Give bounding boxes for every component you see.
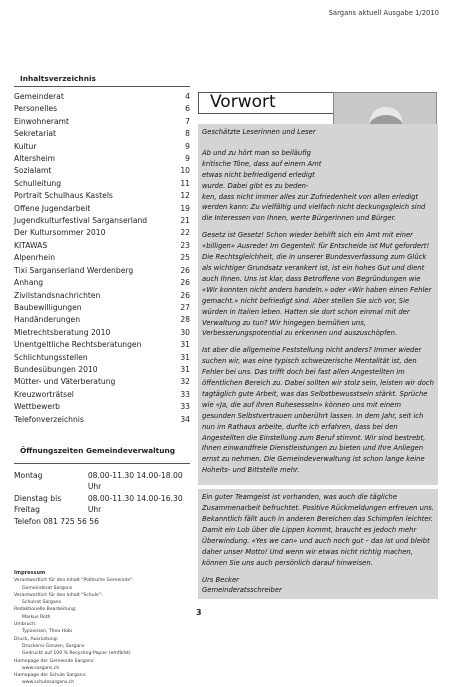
toc-item-page: 31 <box>180 352 190 362</box>
toc-item-page: 9 <box>185 141 190 151</box>
toc-item <box>14 91 190 103</box>
toc-item <box>14 116 190 128</box>
toc-item <box>14 302 190 314</box>
impressum-line: www.sargans.ch <box>22 665 60 671</box>
toc-item <box>14 265 190 277</box>
toc-item-label: Mütter- und Väterberatung <box>14 377 116 387</box>
impressum-line: Homepage der Gemeinde Sargans: <box>14 658 95 664</box>
paragraph: Ein guter Teamgeist ist vorhanden, was auch die tägliche Zusammenarbeit befruchtet. Positive Rückmeldungen erfreuen uns. Bekanntlich fällt auch in anderen Bereichen das Schimpfen leichter. Damit ein Lob über die Lippen kommt, braucht es jedoch mehr Überwindung. «Yes we can» und auch noch gut – das ist und bleibt daher unser Motto! Und wenn wir etwas nicht richtig machen, können Sie uns auch persönlich darauf hinweisen. <box>202 493 434 567</box>
toc-item-label: Telefonverzeichnis <box>14 414 84 424</box>
impressum-line: Umbruch: <box>14 622 37 628</box>
vorwort-body <box>198 124 438 603</box>
toc-item-label: Gemeinderat <box>14 92 64 101</box>
hours-time: 08.00-11.30 14.00-18.00 Uhr <box>87 470 183 492</box>
toc-item-page: 11 <box>180 178 190 188</box>
toc-item <box>14 203 190 215</box>
paragraph: Ab und zu hört man so beiläufig kritische Töne, dass auf einem Amt etwas nicht befriedigend erledigt wurde. Dabei gibt es zu beden- <box>202 148 322 190</box>
toc-item <box>14 215 190 227</box>
toc-item-page: 23 <box>180 240 190 250</box>
toc-item-page: 33 <box>180 389 190 399</box>
toc-rule <box>14 86 190 87</box>
toc-item-label: Kultur <box>14 141 37 151</box>
toc-item-page: 28 <box>180 315 190 325</box>
toc-item-label: Personelles <box>14 104 58 114</box>
toc-item-page: 21 <box>180 216 190 226</box>
toc-item-page: 26 <box>180 265 190 275</box>
toc-item-page: 31 <box>180 364 190 374</box>
hours-title: Öffnungszeiten Gemeindeverwaltung <box>20 445 176 455</box>
toc-item <box>14 352 190 364</box>
left-column <box>14 74 190 687</box>
salutation: Geschätzte Leserinnen und Leser <box>202 128 316 136</box>
hours-block <box>14 470 190 527</box>
toc-item-label: Schlichtungsstellen <box>14 352 88 362</box>
toc-item-label: Kreuzworträtsel <box>14 389 74 399</box>
toc-item <box>14 103 190 115</box>
toc-item-label: Bundesübungen 2010 <box>14 364 98 374</box>
impressum-line: Gedruckt auf 100 % Recycling-Papier (emfärbt) <box>22 651 131 657</box>
toc-item <box>14 376 190 388</box>
toc-item-page: 30 <box>180 327 190 337</box>
page-header: Sargans aktuell Ausgabe 1/2010 <box>328 9 439 17</box>
toc-item-page: 31 <box>180 340 190 350</box>
toc-item-page: 27 <box>180 302 190 312</box>
toc-item-label: Handänderungen <box>14 315 81 325</box>
signature-role: Gemeinderatsschreiber <box>202 586 282 595</box>
toc-item <box>14 401 190 413</box>
toc-item-label: Sekretariat <box>14 129 57 139</box>
toc-item <box>14 327 190 339</box>
toc-item-label: Zivilstandsnachrichten <box>14 290 101 300</box>
impressum-line: Verantwortlich für den Inhalt "Politische Gemeinde": <box>14 578 134 584</box>
toc-item <box>14 128 190 140</box>
toc-item-label: Sozialamt <box>14 166 52 176</box>
toc-item-page: 32 <box>180 377 190 387</box>
toc-item <box>14 414 190 426</box>
toc-item-page: 33 <box>180 402 190 412</box>
toc-item-label: Wettbewerb <box>14 402 61 412</box>
toc-item <box>14 364 190 376</box>
impressum-title: Impressum <box>14 570 46 576</box>
toc-item-label: Einwohneramt <box>14 116 70 126</box>
toc-item <box>14 314 190 326</box>
signature-name: Urs Becker <box>202 575 239 584</box>
impressum-line: Druck, Ausrüstung: <box>14 636 59 642</box>
page-number: 3 <box>196 608 202 617</box>
hours-day: Dienstag bis Freitag <box>14 493 62 515</box>
impressum-line: Verantwortlich für den Inhalt "Schule": <box>14 592 103 598</box>
toc-item-page: 26 <box>180 278 190 288</box>
hours-rule <box>14 463 190 464</box>
vorwort-shaded-block <box>198 489 438 599</box>
impressum-line: www.schulesargans.ch <box>22 680 75 686</box>
toc-item <box>14 190 190 202</box>
toc-item-page: 8 <box>185 129 190 139</box>
toc-item-page: 12 <box>180 191 190 201</box>
toc-list <box>14 91 190 426</box>
toc-item <box>14 290 190 302</box>
toc-title: Inhaltsverzeichnis <box>20 74 96 83</box>
toc-item-page: 4 <box>185 92 190 101</box>
toc-item-label: Baubewilligungen <box>14 302 82 312</box>
toc-item <box>14 141 190 153</box>
toc-item-page: 7 <box>185 116 190 126</box>
toc-item-page: 9 <box>185 154 190 164</box>
hours-day: Montag <box>14 470 43 480</box>
impressum-line: Schulrat Sargans <box>22 600 62 606</box>
hours-phone: Telefon 081 725 56 56 <box>14 516 99 526</box>
toc-item-label: Tixi Sarganserland Werdenberg <box>14 265 134 275</box>
toc-item-label: Altersheim <box>14 154 56 164</box>
vorwort-shaded-block <box>198 124 438 485</box>
impressum-line: Typovision, Theo Hobi <box>22 629 73 635</box>
toc-item-page: 25 <box>180 253 190 263</box>
hours-row <box>14 470 190 493</box>
toc-item <box>14 227 190 239</box>
toc-item-label: KITAWAS <box>14 240 48 250</box>
toc-item <box>14 252 190 264</box>
vorwort-title: Vorwort <box>210 92 276 112</box>
toc-item-page: 34 <box>180 414 190 424</box>
toc-item-label: Alpenrhein <box>14 253 56 263</box>
toc-item-label: Unentgeltliche Rechtsberatungen <box>14 340 142 350</box>
impressum-line: Gemeinderat Sargans <box>22 585 73 591</box>
toc-item-label: Schulleitung <box>14 178 62 188</box>
paragraph: Gesetz ist Gesetz! Schon wieder behilft sich ein Amt mit einer «billigen» Ausrede! Im Gegenteil: für Entscheide ist Mut gefordert! Die Rechtsgleichheit, die in unserer Bundesverfassung zum Glück als wichtiger Grundsatz verankert ist, ist ein hohes Gut und dient auch Ihnen. Uns ist klar, dass Betroffene von Begründungen wie «Wir konnten nicht anders handeln.» oder «Wir haben einen Fehler gemacht.» nicht befriedigt sind. Aber stellen Sie sich vor, Sie würden in Italien leben. Hatten sie dort schon einmal mit der Verwaltung zu tun? Wir hingegen bemühen uns, Verbesserungspotential zu erkennen und auszuschöpfen. <box>202 231 432 338</box>
toc-item-label: Mietrechtsberatung 2010 <box>14 327 111 337</box>
toc-item <box>14 339 190 351</box>
toc-item-page: 10 <box>180 166 190 176</box>
hours-time: 08.00-11.30 14.00-16.30 Uhr <box>87 493 183 515</box>
impressum-line: Redaktionelle Bearbeitung: <box>14 607 77 613</box>
impressum-line: Druckerei Gonzen, Sargans <box>22 643 85 649</box>
toc-item-page: 6 <box>185 104 190 114</box>
toc-item <box>14 389 190 401</box>
impressum-line: Markus Roth <box>22 614 51 620</box>
toc-item <box>14 153 190 165</box>
toc-item <box>14 277 190 289</box>
toc-item-label: Jugendkulturfestival Sarganserland <box>14 216 148 226</box>
toc-item-label: Anhang <box>14 278 44 288</box>
toc-item-label: Der Kultursommer 2010 <box>14 228 106 238</box>
toc-item-page: 19 <box>180 203 190 213</box>
toc-item-page: 26 <box>180 290 190 300</box>
paragraph: ken, dass nicht immer alles zur Zufriedenheit von allen erledigt werden kann: Zu vielfältig und vielfach nicht deckungsgleich sind die Interessen von Ihnen, werte Bürgerinnen und Bürger. <box>202 192 426 223</box>
toc-item-label: Portrait Schulhaus Kastels <box>14 191 113 201</box>
paragraph: Ist aber die allgemeine Feststellung nicht anders? Immer wieder suchen wir, was eine typisch schweizerische Mentalität ist, den Fehler bei uns. Das trifft doch bei fast allen Angestellten im öffentlichen Bereich zu. Dabei sollten wir stolz sein, leisten wir doch tagtäglich gute Arbeit, was das Selbstbewusstsein stärkt. Sprüche wie «Ja, die auf ihren Ruhesesseln» können uns mit einem gesunden Selbstvertrauen unberührt lassen. In dem Jahr, seit ich nun im Rathaus arbeite, durfte ich erfahren, dass bei den Angestellten die Einstellung zum Beruf stimmt. Wir sind bestrebt, Ihnen einwandfreie Dienstleistungen zu bieten und Ihre Anliegen ernst zu nehmen. Die Gemeindeverwaltung ist schon lange keine Hoheits- und Bittstelle mehr. <box>202 346 434 475</box>
toc-item <box>14 165 190 177</box>
toc-item-page: 22 <box>180 228 190 238</box>
toc-item <box>14 178 190 190</box>
hours-row <box>14 493 190 516</box>
impressum <box>14 570 190 687</box>
toc-item-label: Offene Jugendarbeit <box>14 203 91 213</box>
toc-item <box>14 240 190 252</box>
impressum-line: Homepage der Schule Sargans: <box>14 673 87 679</box>
